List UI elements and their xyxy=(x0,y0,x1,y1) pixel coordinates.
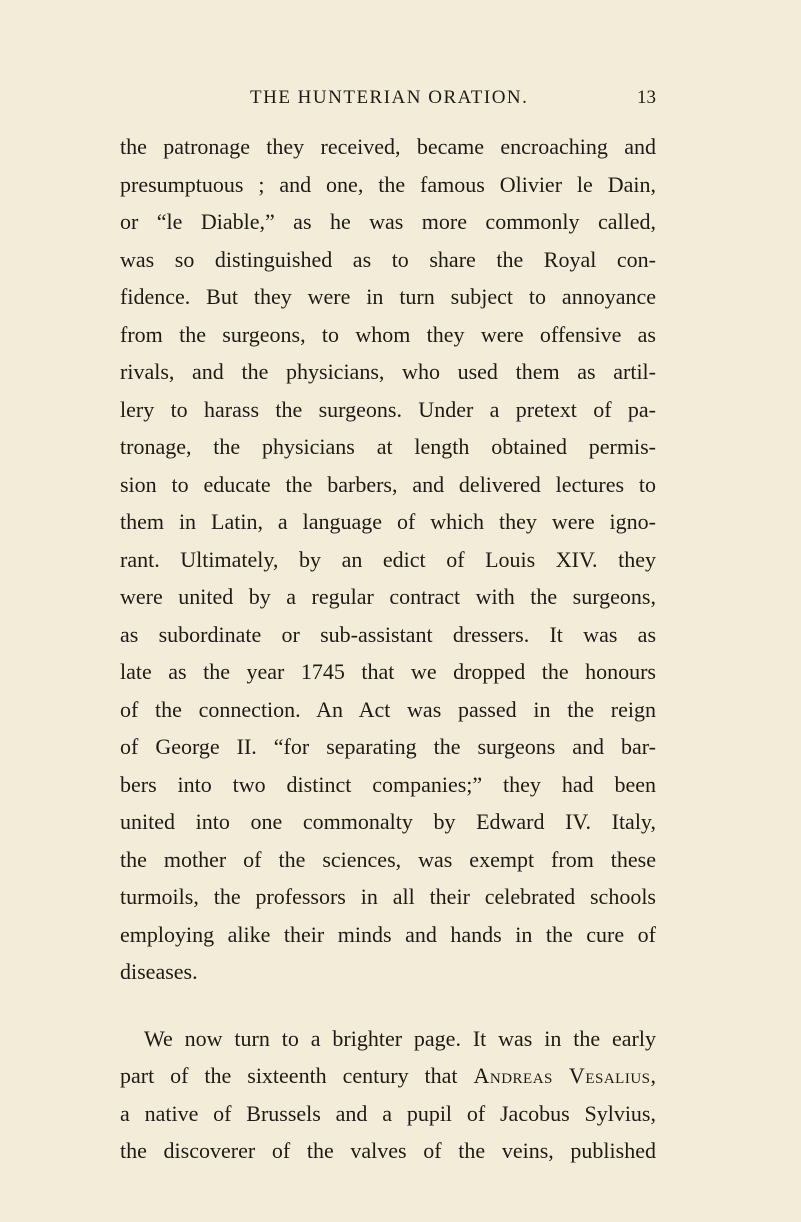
text-line: a native of Brussels and a pupil of Jacobus Sylvius, xyxy=(120,1100,656,1126)
text-line: diseases. xyxy=(120,959,198,984)
text-line: was so distinguished as to share the Royal con- xyxy=(120,246,656,272)
text-line: sion to educate the barbers, and delivered lectures to xyxy=(120,471,656,497)
running-head xyxy=(120,87,656,113)
text-line: fidence. But they were in turn subject to annoyance xyxy=(120,284,656,309)
text-line: lery to harass the surgeons. Under a pretext of pa- xyxy=(120,396,656,422)
text-line: or “le Diable,” as he was more commonly called, xyxy=(120,209,656,234)
text-line: late as the year 1745 that we dropped the honours xyxy=(120,659,656,684)
text-line: from the surgeons, to whom they were offensive as xyxy=(120,321,656,347)
text-line: rant. Ultimately, by an edict of Louis XIV. they xyxy=(120,546,656,572)
paragraph-1 xyxy=(120,128,656,991)
text-line: were united by a regular contract with the surgeons, xyxy=(120,584,656,609)
text-line: the patronage they received, became encroaching and xyxy=(120,134,656,159)
body-text xyxy=(120,128,656,1170)
text-line: of George II. “for separating the surgeons and bar- xyxy=(120,734,656,759)
text-line: the mother of the sciences, was exempt from these xyxy=(120,846,656,872)
text-line: rivals, and the physicians, who used them as artil- xyxy=(120,359,656,384)
text-line xyxy=(120,1057,656,1095)
text-run: , xyxy=(650,1063,656,1088)
text-line: tronage, the physicians at length obtained permis- xyxy=(120,434,656,459)
person-name-small-caps: Andreas Vesalius xyxy=(473,1063,651,1088)
text-run: part of the sixteenth century that xyxy=(120,1063,474,1088)
text-line: bers into two distinct companies;” they had been xyxy=(120,771,656,797)
text-line: of the connection. An Act was passed in the reign xyxy=(120,696,656,722)
text-line: them in Latin, a language of which they were igno- xyxy=(120,509,656,534)
text-line: united into one commonalty by Edward IV. Italy, xyxy=(120,809,656,834)
text-line: as subordinate or sub-assistant dressers. It was as xyxy=(120,621,656,647)
paragraph-2 xyxy=(120,1020,656,1170)
text-line: We now turn to a brighter page. It was in the early xyxy=(144,1025,656,1051)
running-title: THE HUNTERIAN ORATION. xyxy=(250,87,529,108)
text-line: turmoils, the professors in all their celebrated schools xyxy=(120,884,656,909)
text-line: presumptuous ; and one, the famous Olivier le Dain, xyxy=(120,171,656,197)
text-line: employing alike their minds and hands in the cure of xyxy=(120,921,656,947)
paragraph-gap xyxy=(120,991,656,1020)
text-line: the discoverer of the valves of the veins, published xyxy=(120,1138,656,1163)
page-number: 13 xyxy=(637,87,656,108)
